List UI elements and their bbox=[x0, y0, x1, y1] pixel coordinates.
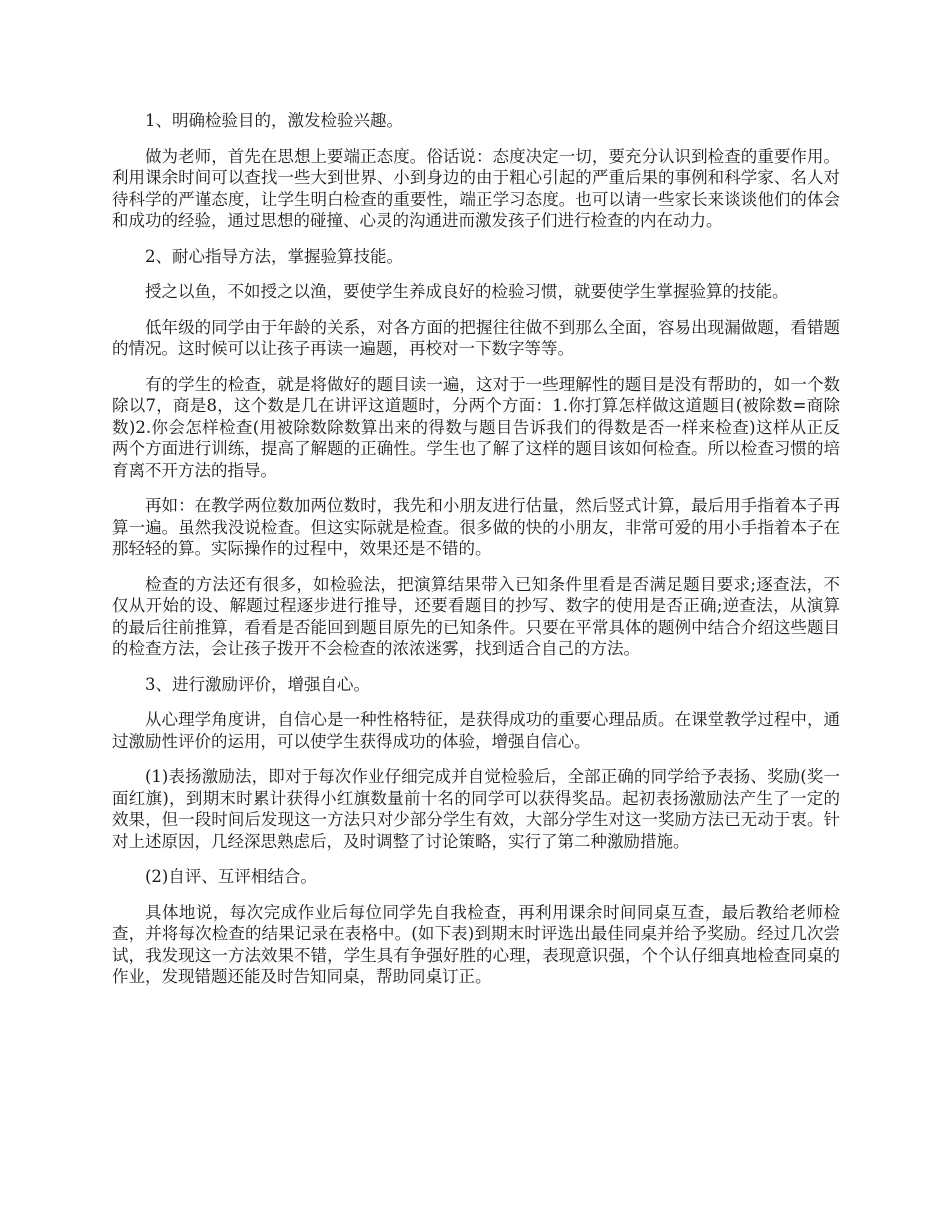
paragraph: 从心理学角度讲，自信心是一种性格特征，是获得成功的重要心理品质。在课堂教学过程中，通过激励性评价的运用，可以使学生获得成功的体验，增强自信心。 bbox=[112, 710, 840, 751]
paragraph: 做为老师，首先在思想上要端正态度。俗话说：态度决定一切，要充分认识到检查的重要作用。利用课余时间可以查找一些大到世界、小到身边的由于粗心引起的严重后果的事例和科学家、名人对待科学的严谨态度，让学生明白检查的重要性，端正学习态度。也可以请一些家长来谈谈他们的体会和成功的经验，通过思想的碰撞、心灵的沟通进而激发孩子们进行检查的内在动力。 bbox=[112, 146, 840, 230]
section-heading-2: 2、耐心指导方法，掌握验算技能。 bbox=[145, 246, 403, 266]
section-heading-1: 1、明确检验目的，激发检验兴趣。 bbox=[145, 111, 403, 130]
paragraph: 低年级的同学由于年龄的关系，对各方面的把握往往做不到那么全面，容易出现漏做题，看错题的情况。这时候可以让孩子再读一遍题，再校对一下数字等等。 bbox=[112, 317, 840, 358]
section-heading-3: 3、进行激励评价，增强自心。 bbox=[145, 674, 370, 694]
paragraph: 有的学生的检查，就是将做好的题目读一遍，这对于一些理解性的题目是没有帮助的，如一个数除以7，商是8，这个数是几在讲评这道题时，分两个方面：1.你打算怎样做这道题目(被除数=商除数)2.你会怎样检查(用被除数除数算出来的得数与题目告诉我们的得数是否一样来检查)这样从正反两个方面进行训练，提高了解题的正确性。学生也了解了这样的题目该如何检查。所以检查习惯的培育离不开方法的指导。 bbox=[112, 374, 840, 480]
document-body bbox=[112, 110, 840, 1002]
paragraph: 具体地说，每次完成作业后每位同学先自我检查，再利用课余时间同桌互查，最后教给老师检查，并将每次检查的结果记录在表格中。(如下表)到期末时评选出最佳同桌并给予奖励。经过几次尝试，我发现这一方法效果不错，学生具有争强好胜的心理，表现意识强，个个认仔细真地检查同桌的作业，发现错题还能及时告知同桌，帮助同桌订正。 bbox=[112, 902, 840, 986]
paragraph: 再如：在教学两位数加两位数时，我先和小朋友进行估量，然后竖式计算，最后用手指着本子再算一遍。虽然我没说检查。但这实际就是检查。很多做的快的小朋友，非常可爱的用小手指着本子在那轻轻的算。实际操作的过程中，效果还是不错的。 bbox=[112, 496, 840, 558]
paragraph: 检查的方法还有很多，如检验法，把演算结果带入已知条件里看是否满足题目要求;逐查法，不仅从开始的设、解题过程逐步进行推导，还要看题目的抄写、数字的使用是否正确;逆查法，从演算的最后往前推算，看看是否能回到题目原先的已知条件。只要在平常具体的题例中结合介绍这些题目的检查方法，会让孩子拨开不会检查的浓浓迷雾，找到适合自己的方法。 bbox=[112, 574, 840, 658]
paragraph: 授之以鱼，不如授之以渔，要使学生养成良好的检验习惯，就要使学生掌握验算的技能。 bbox=[145, 282, 789, 301]
subsection-heading: (2)自评、互评相结合。 bbox=[145, 867, 317, 886]
paragraph: (1)表扬激励法，即对于每次作业仔细完成并自觉检验后，全部正确的同学给予表扬、奖励(奖一面红旗)，到期末时累计获得小红旗数量前十名的同学可以获得奖品。起初表扬激励法产生了一定的效果，但一段时间后发现这一方法只对少部分学生有效，大部分学生对这一奖励方法已无动于衷。针对上述原因，几经深思熟虑后，及时调整了讨论策略，实行了第二种激励措施。 bbox=[112, 767, 840, 851]
